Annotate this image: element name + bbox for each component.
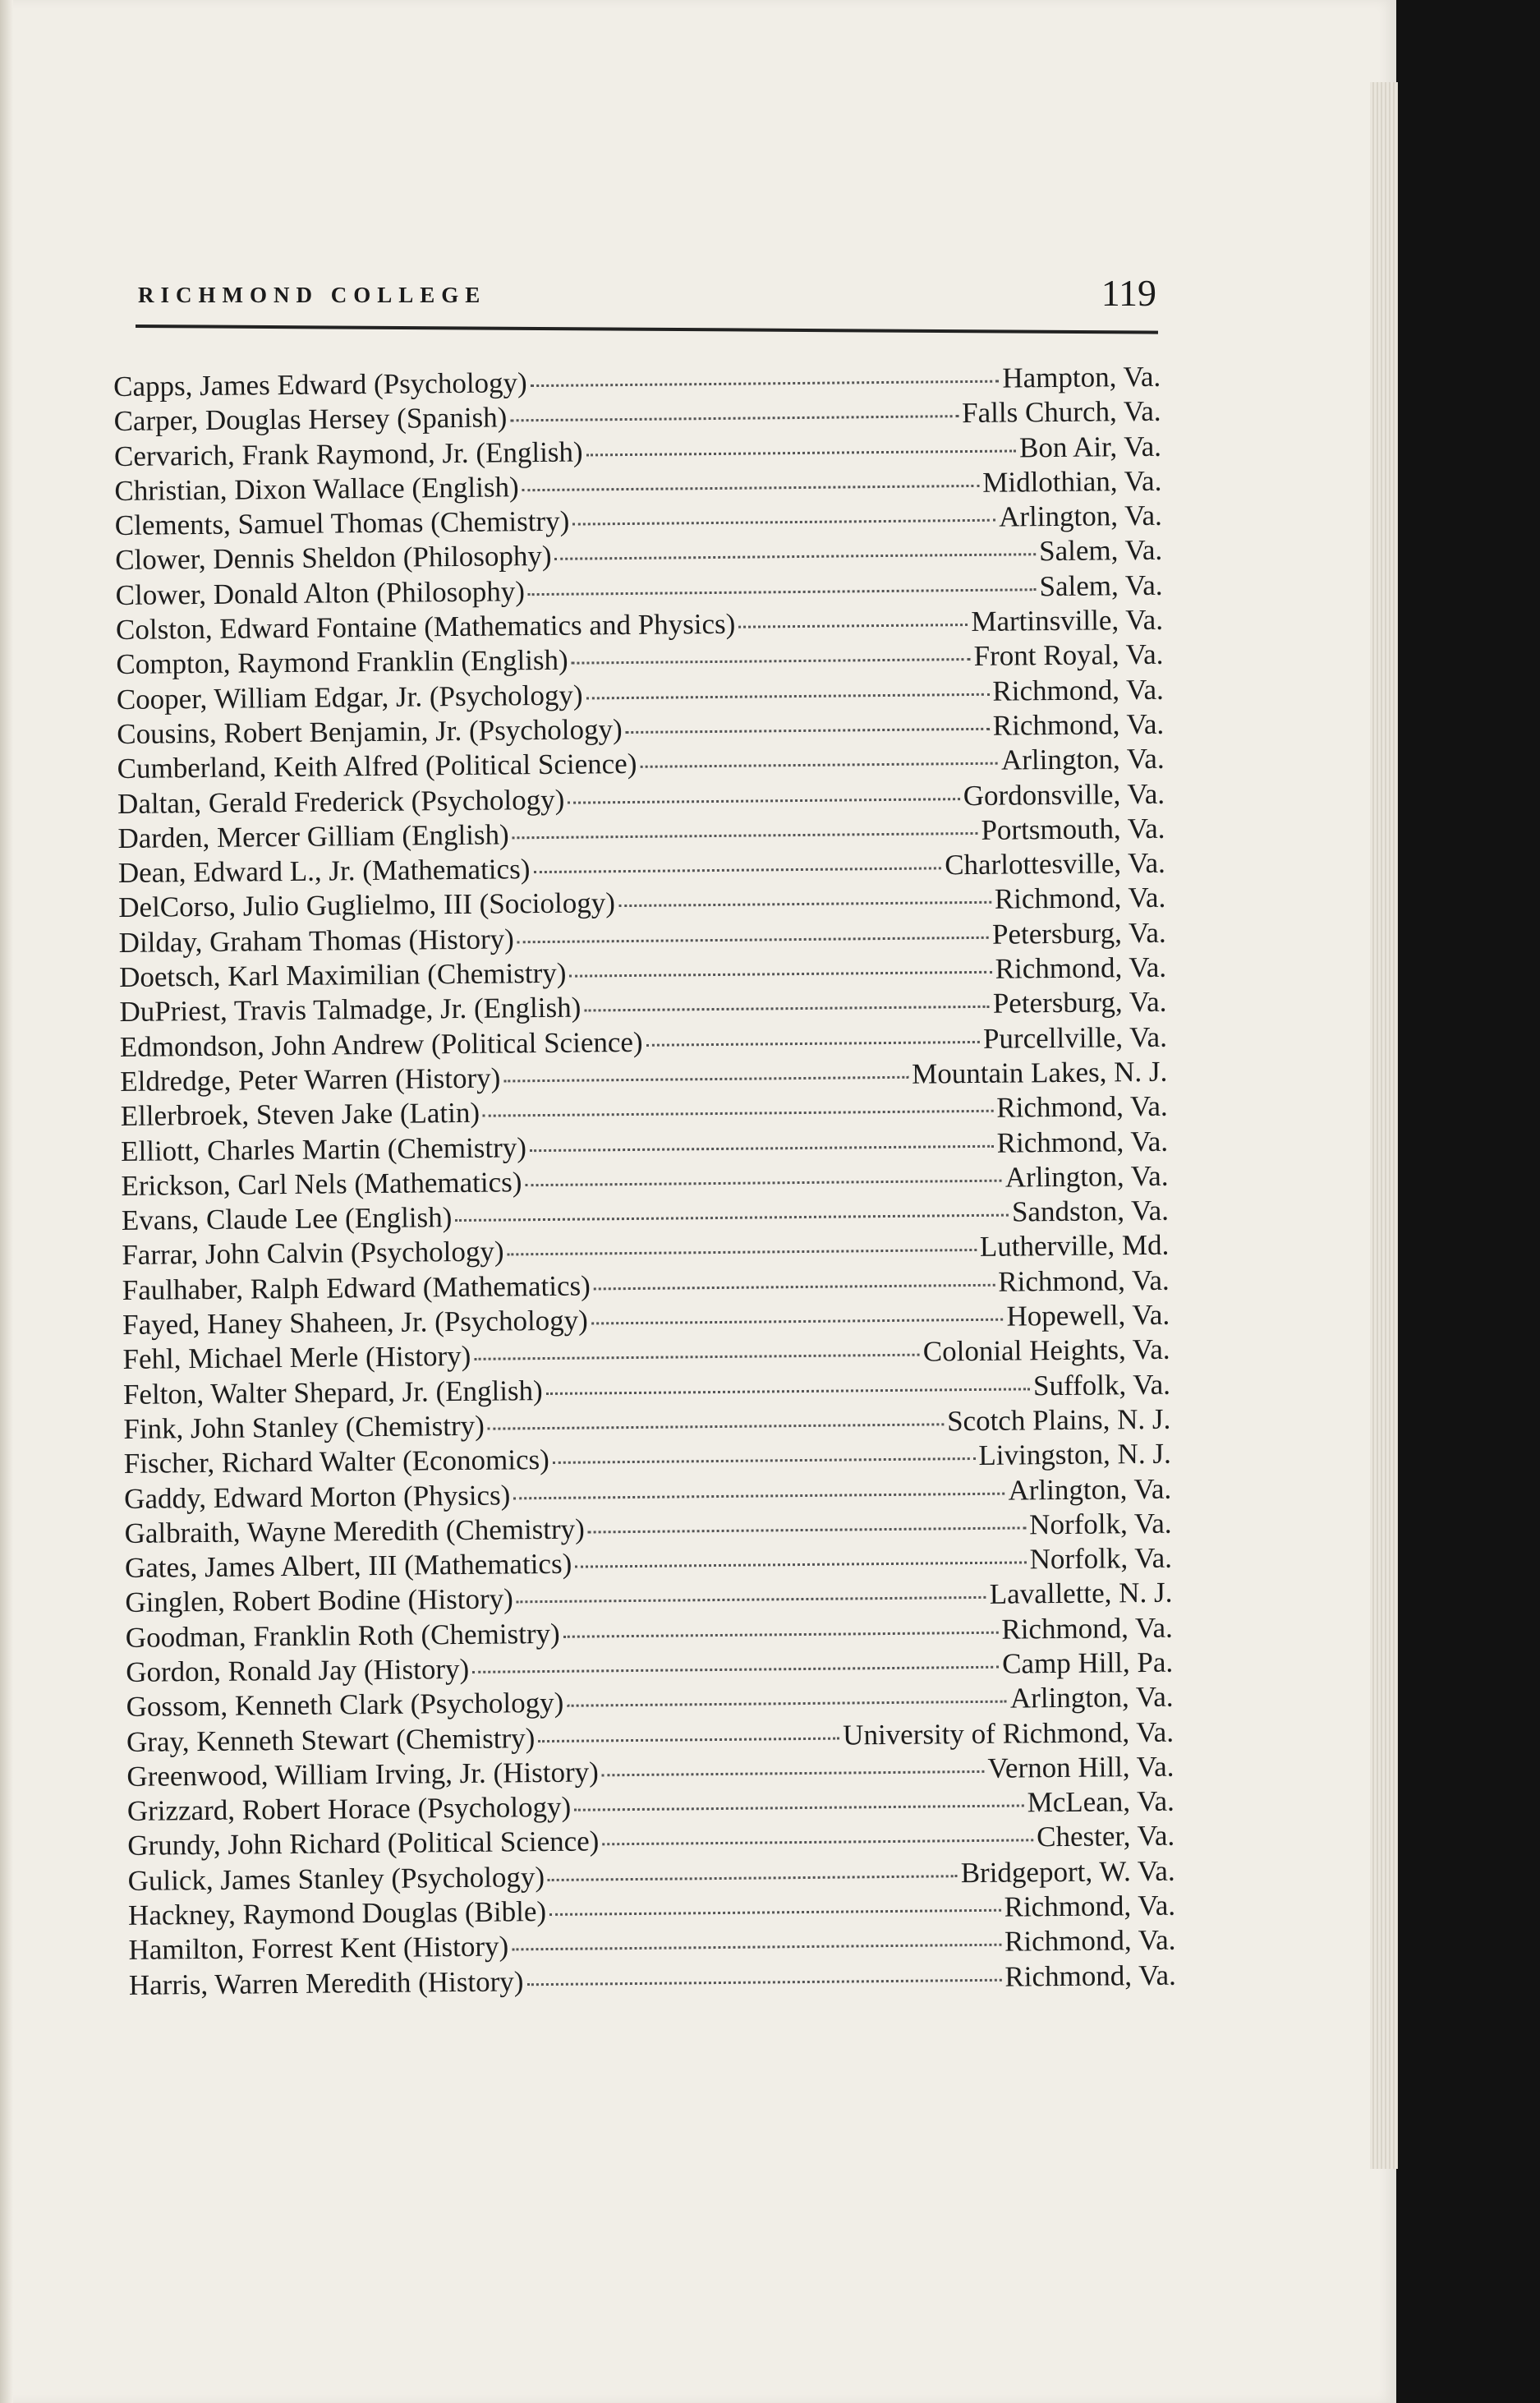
hometown: Scotch Plains, N. J. xyxy=(946,1402,1171,1438)
hometown: Arlington, Va. xyxy=(998,499,1162,533)
hometown: Midlothian, Va. xyxy=(982,464,1162,499)
dot-leader xyxy=(546,1388,1030,1395)
student-name: Gossom, Kenneth Clark (Psychology) xyxy=(126,1687,564,1724)
hometown: Arlington, Va. xyxy=(1000,743,1165,776)
student-name: Harris, Warren Meredith (History) xyxy=(128,1964,524,2001)
student-name: Cumberland, Keith Alfred (Political Science) xyxy=(117,748,637,785)
dot-leader xyxy=(555,554,1037,561)
dot-leader xyxy=(572,658,971,665)
dot-leader xyxy=(474,1354,919,1360)
student-name: Capps, James Edward (Psychology) xyxy=(113,366,527,403)
student-name: Fayed, Haney Shaheen, Jr. (Psychology) xyxy=(122,1304,589,1341)
hometown: Richmond, Va. xyxy=(998,1264,1170,1298)
hometown: Richmond, Va. xyxy=(996,1089,1168,1124)
dot-leader xyxy=(618,901,991,907)
student-name: Fink, John Stanley (Chemistry) xyxy=(123,1409,485,1445)
student-name: Clower, Donald Alton (Philosophy) xyxy=(115,574,526,611)
student-name: Fischer, Richard Walter (Economics) xyxy=(123,1443,549,1480)
dot-leader xyxy=(526,1978,1001,1986)
dot-leader xyxy=(530,1144,994,1151)
hometown: Norfolk, Va. xyxy=(1029,1541,1173,1576)
hometown: Richmond, Va. xyxy=(996,1125,1169,1159)
student-name: Gordon, Ronald Jay (History) xyxy=(126,1652,470,1688)
dot-leader xyxy=(594,1283,995,1290)
dot-leader xyxy=(584,1006,990,1012)
hometown: Petersburg, Va. xyxy=(991,916,1166,951)
dot-leader xyxy=(525,1179,1001,1186)
dot-leader xyxy=(549,1909,1001,1916)
student-name: Hackney, Raymond Douglas (Bible) xyxy=(127,1895,547,1931)
dot-leader xyxy=(522,485,980,491)
hometown: Richmond, Va. xyxy=(994,882,1166,916)
student-name: Gates, James Albert, III (Mathematics) xyxy=(124,1547,572,1585)
hometown: Richmond, Va. xyxy=(1004,1889,1176,1923)
hometown: Martinsville, Va. xyxy=(971,603,1164,638)
hometown: Salem, Va. xyxy=(1038,534,1163,568)
dot-leader xyxy=(508,1249,977,1255)
dot-leader xyxy=(646,1041,980,1047)
student-name: Greenwood, William Irving, Jr. (History) xyxy=(126,1756,599,1793)
student-name: Gulick, James Stanley (Psychology) xyxy=(127,1860,545,1897)
student-name: Goodman, Franklin Roth (Chemistry) xyxy=(125,1617,560,1654)
hometown: Mountain Lakes, N. J. xyxy=(912,1055,1168,1090)
student-name: Farrar, John Calvin (Psychology) xyxy=(122,1235,504,1272)
student-name: Cousins, Robert Benjamin, Jr. (Psychology) xyxy=(117,713,623,750)
dot-leader xyxy=(572,519,995,526)
hometown: Hampton, Va. xyxy=(1002,360,1161,394)
dot-leader xyxy=(567,1701,1007,1707)
hometown: Arlington, Va. xyxy=(1004,1159,1169,1194)
dot-leader xyxy=(588,1526,1026,1533)
student-name: Elliott, Charles Martin (Chemistry) xyxy=(120,1130,527,1167)
hometown: Lutherville, Md. xyxy=(979,1229,1170,1264)
student-name: Ellerbroek, Steven Jake (Latin) xyxy=(120,1096,480,1133)
dot-leader xyxy=(538,1737,839,1742)
dot-leader xyxy=(528,588,1037,596)
hometown: Norfolk, Va. xyxy=(1028,1507,1172,1541)
student-name: Cooper, William Edgar, Jr. (Psychology) xyxy=(116,679,583,716)
student-name: Grundy, John Richard (Political Science) xyxy=(127,1825,600,1862)
dot-leader xyxy=(512,1944,1001,1951)
hometown: Arlington, Va. xyxy=(1009,1680,1174,1715)
hometown: Colonial Heights, Va. xyxy=(922,1333,1170,1368)
dot-leader xyxy=(602,1770,985,1776)
dot-leader xyxy=(586,693,990,699)
student-name: Gray, Kenneth Stewart (Chemistry) xyxy=(126,1721,536,1758)
dot-leader xyxy=(513,832,978,839)
dot-leader xyxy=(640,762,998,768)
hometown: Falls Church, Va. xyxy=(961,395,1161,430)
student-name: Colston, Edward Fontaine (Mathematics and Physics) xyxy=(115,607,736,647)
dot-leader xyxy=(488,1423,944,1429)
binding-gutter xyxy=(0,0,13,2403)
hometown: Richmond, Va. xyxy=(992,673,1164,707)
student-name: Carper, Douglas Hersey (Spanish) xyxy=(113,401,508,438)
hometown: Arlington, Va. xyxy=(1008,1472,1172,1507)
student-name: Doetsch, Karl Maximilian (Chemistry) xyxy=(118,956,567,994)
dot-leader xyxy=(533,868,941,874)
student-name: Edmondson, John Andrew (Political Science) xyxy=(119,1025,643,1063)
student-name: Galbraith, Wayne Meredith (Chemistry) xyxy=(124,1512,586,1549)
hometown: Petersburg, Va. xyxy=(992,986,1167,1020)
hometown: Camp Hill, Pa. xyxy=(1001,1646,1174,1680)
dot-leader xyxy=(503,1076,908,1083)
hometown: Sandston, Va. xyxy=(1011,1194,1170,1228)
student-name: Clements, Samuel Thomas (Chemistry) xyxy=(114,504,570,542)
page-number: 119 xyxy=(1101,272,1156,314)
hometown: Hopewell, Va. xyxy=(1006,1298,1170,1333)
dot-leader xyxy=(531,380,1000,387)
dot-leader xyxy=(586,449,1016,456)
student-name: Ginglen, Robert Bodine (History) xyxy=(125,1582,514,1619)
hometown: Richmond, Va. xyxy=(1001,1611,1173,1646)
running-head: RICHMOND COLLEGE xyxy=(138,283,487,307)
student-name: Clower, Dennis Sheldon (Philosophy) xyxy=(115,540,552,577)
hometown: Bridgeport, W. Va. xyxy=(960,1854,1175,1889)
dot-leader xyxy=(626,728,990,734)
hometown: McLean, Va. xyxy=(1027,1784,1175,1819)
student-name: Daltan, Gerald Frederick (Psychology) xyxy=(117,783,565,820)
dot-leader xyxy=(574,1805,1023,1811)
student-name: Fehl, Michael Merle (History) xyxy=(122,1340,471,1376)
student-name: Eldredge, Peter Warren (History) xyxy=(120,1061,501,1098)
student-name: Christian, Dixon Wallace (English) xyxy=(114,471,519,507)
dot-leader xyxy=(738,624,968,628)
dot-leader xyxy=(602,1839,1033,1846)
student-name: Grizzard, Robert Horace (Psychology) xyxy=(126,1790,572,1828)
hometown: Front Royal, Va. xyxy=(973,638,1164,673)
hometown: Bon Air, Va. xyxy=(1018,430,1162,464)
student-name: Gaddy, Edward Morton (Physics) xyxy=(124,1478,511,1515)
hometown: Richmond, Va. xyxy=(992,707,1165,742)
dot-leader xyxy=(517,937,989,944)
dot-leader xyxy=(575,1561,1026,1567)
hometown: Livingston, N. J. xyxy=(978,1437,1171,1472)
dot-leader xyxy=(517,1596,986,1603)
hometown: University of Richmond, Va. xyxy=(843,1715,1175,1752)
hometown: Vernon Hill, Va. xyxy=(987,1750,1175,1784)
hometown: Richmond, Va. xyxy=(995,951,1167,985)
dot-leader xyxy=(548,1875,958,1881)
dot-leader xyxy=(510,415,958,421)
student-name: Felton, Walter Shepard, Jr. (English) xyxy=(122,1374,543,1411)
hometown: Richmond, Va. xyxy=(1004,1959,1177,1993)
hometown: Chester, Va. xyxy=(1036,1820,1175,1853)
dot-leader xyxy=(483,1110,993,1117)
student-name: Faulhaber, Ralph Edward (Mathematics) xyxy=(122,1269,591,1306)
dot-leader xyxy=(569,971,991,978)
hometown: Portsmouth, Va. xyxy=(981,812,1165,846)
dot-leader xyxy=(455,1214,1009,1222)
student-name: Cervarich, Frank Raymond, Jr. (English) xyxy=(113,435,583,472)
dot-leader xyxy=(472,1666,999,1673)
dot-leader xyxy=(563,1631,999,1637)
student-list xyxy=(113,360,1176,2037)
hometown: Salem, Va. xyxy=(1039,569,1163,602)
student-name: DuPriest, Travis Talmadge, Jr. (English) xyxy=(119,991,582,1029)
hometown: Richmond, Va. xyxy=(1004,1924,1176,1959)
student-name: Darden, Mercer Gilliam (English) xyxy=(117,818,509,854)
student-name: Dilday, Graham Thomas (History) xyxy=(118,923,515,959)
hometown: Gordonsville, Va. xyxy=(963,777,1165,812)
hometown: Suffolk, Va. xyxy=(1032,1368,1171,1402)
student-name: DelCorso, Julio Guglielmo, III (Sociology) xyxy=(118,886,616,924)
student-name: Erickson, Carl Nels (Mathematics) xyxy=(121,1166,522,1202)
student-name: Hamilton, Forrest Kent (History) xyxy=(128,1930,509,1967)
student-name: Compton, Raymond Franklin (English) xyxy=(116,644,568,681)
hometown: Charlottesville, Va. xyxy=(945,846,1166,882)
dot-leader xyxy=(591,1319,1004,1325)
student-name: Dean, Edward L., Jr. (Mathematics) xyxy=(117,853,531,890)
page-edge xyxy=(1370,82,1398,2169)
dot-leader xyxy=(553,1457,976,1464)
student-name: Evans, Claude Lee (English) xyxy=(121,1201,453,1237)
hometown: Lavallette, N. J. xyxy=(989,1577,1173,1611)
hometown: Purcellville, Va. xyxy=(982,1020,1168,1055)
dot-leader xyxy=(568,798,959,804)
dot-leader xyxy=(513,1492,1004,1499)
